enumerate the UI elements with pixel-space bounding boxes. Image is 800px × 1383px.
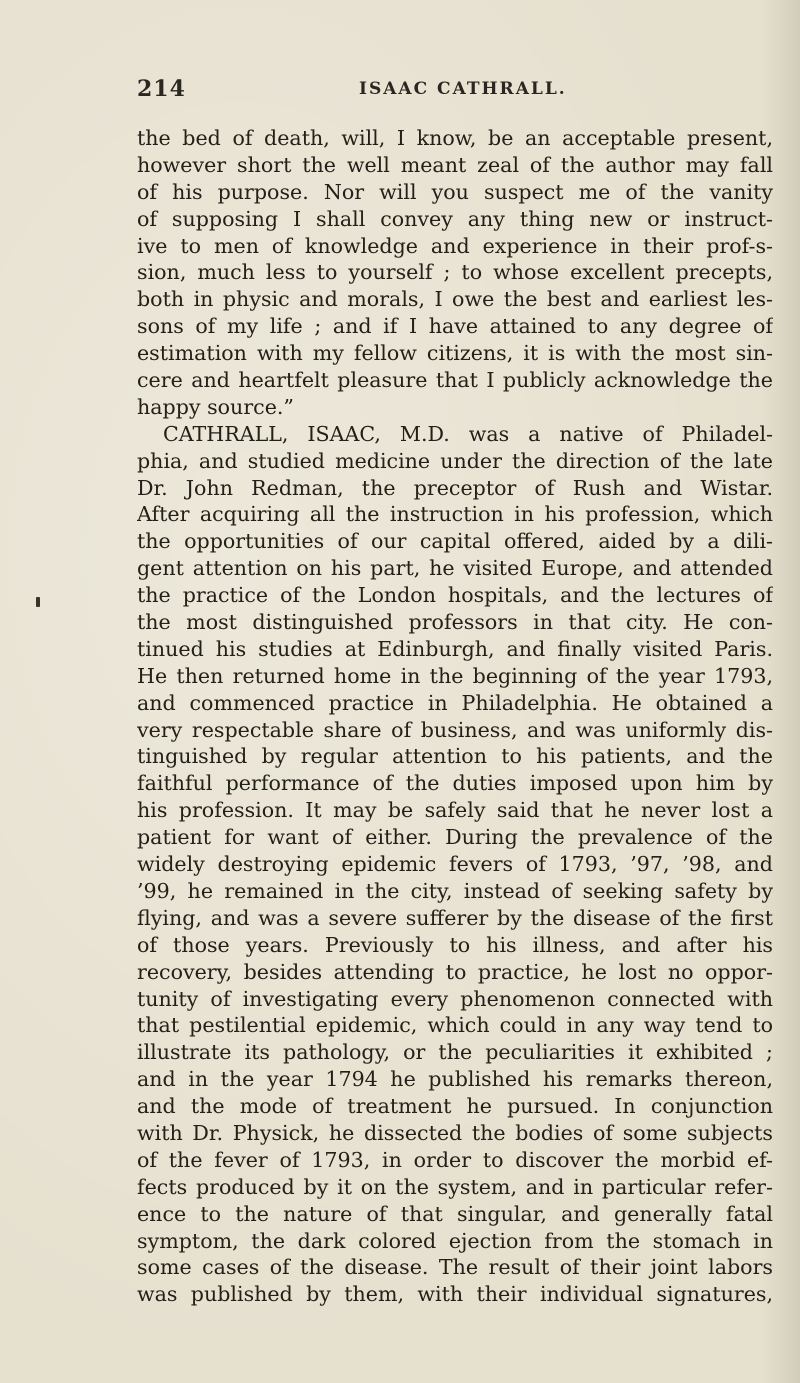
- text-line: sion, much less to yourself ; to whose excellent precepts,: [137, 260, 773, 285]
- text-line: with Dr. Physick, he dissected the bodies of some subjects: [137, 1120, 773, 1145]
- text-line: widely destroying epidemic fevers of 1793, ’97, ’98, and: [137, 852, 773, 877]
- text-line: some cases of the disease. The result of their joint labors: [137, 1255, 773, 1280]
- text-line: very respectable share of business, and was uniformly dis-: [137, 717, 773, 742]
- text-line: that pestilential epidemic, which could in any way tend to: [137, 1013, 773, 1038]
- text-line: cere and heartfelt pleasure that I publicly acknowledge the: [137, 368, 773, 393]
- text-line: was published by them, with their individual signatures,: [137, 1282, 773, 1307]
- text-line: tunity of investigating every phenomenon connected with: [137, 986, 773, 1011]
- text-line: gent attention on his part, he visited Europe, and attended: [137, 556, 773, 581]
- text-line: fects produced by it on the system, and in particular refer-: [137, 1174, 773, 1199]
- text-line: patient for want of either. During the prevalence of the: [137, 825, 773, 850]
- text-line: flying, and was a severe sufferer by the disease of the first: [137, 905, 773, 930]
- running-title: ISAAC CATHRALL.: [359, 79, 567, 99]
- body-text: [137, 125, 773, 1308]
- text-line: the practice of the London hospitals, and the lectures of: [137, 583, 773, 608]
- text-line: the most distinguished professors in that city. He con-: [137, 610, 773, 635]
- text-line: ive to men of knowledge and experience in their prof-s-: [137, 233, 773, 258]
- text-line: estimation with my fellow citizens, it is with the most sin-: [137, 341, 773, 366]
- text-line: the opportunities of our capital offered, aided by a dili-: [137, 529, 773, 554]
- text-line: his profession. It may be safely said that he never lost a: [137, 798, 773, 823]
- text-line: He then returned home in the beginning of the year 1793,: [137, 663, 773, 688]
- text-line: illustrate its pathology, or the peculiarities it exhibited ;: [137, 1040, 773, 1065]
- text-line: both in physic and morals, I owe the best and earliest les-: [137, 287, 773, 312]
- text-line: tinued his studies at Edinburgh, and finally visited Paris.: [137, 636, 773, 661]
- text-line: symptom, the dark colored ejection from the stomach in: [137, 1228, 773, 1253]
- text-line: sons of my life ; and if I have attained to any degree of: [137, 314, 773, 339]
- text-line: and commenced practice in Philadelphia. He obtained a: [137, 690, 773, 715]
- text-line: tinguished by regular attention to his patients, and the: [137, 744, 773, 769]
- text-line: ence to the nature of that singular, and generally fatal: [137, 1201, 773, 1226]
- text-line: and the mode of treatment he pursued. In conjunction: [137, 1094, 773, 1119]
- text-line: the bed of death, will, I know, be an acceptable present,: [137, 126, 773, 150]
- text-line: of supposing I shall convey any thing new or instruct-: [137, 206, 773, 231]
- text-line: happy source.”: [137, 394, 294, 419]
- text-line: however short the well meant zeal of the author may fall: [137, 152, 773, 177]
- text-line: of those years. Previously to his illness, and after his: [137, 932, 773, 957]
- page-number: 214: [137, 76, 186, 102]
- text-line: faithful performance of the duties imposed upon him by: [137, 771, 773, 796]
- running-head: [137, 76, 777, 108]
- text-line: Dr. John Redman, the preceptor of Rush and Wistar.: [137, 475, 773, 500]
- text-line: After acquiring all the instruction in his profession, which: [137, 502, 773, 527]
- text-line: ’99, he remained in the city, instead of seeking safety by: [137, 878, 773, 903]
- text-line: phia, and studied medicine under the direction of the late: [137, 448, 773, 473]
- text-line: recovery, besides attending to practice, he lost no oppor-: [137, 959, 773, 984]
- text-line: of his purpose. Nor will you suspect me of the vanity: [137, 179, 773, 204]
- text-line: and in the year 1794 he published his remarks thereon,: [137, 1067, 773, 1092]
- margin-ink-mark: [36, 597, 40, 607]
- entry-heading-line: CATHRALL, ISAAC, M.D. was a native of Philadel-: [163, 421, 773, 446]
- text-line: of the fever of 1793, in order to discover the morbid ef-: [137, 1147, 773, 1172]
